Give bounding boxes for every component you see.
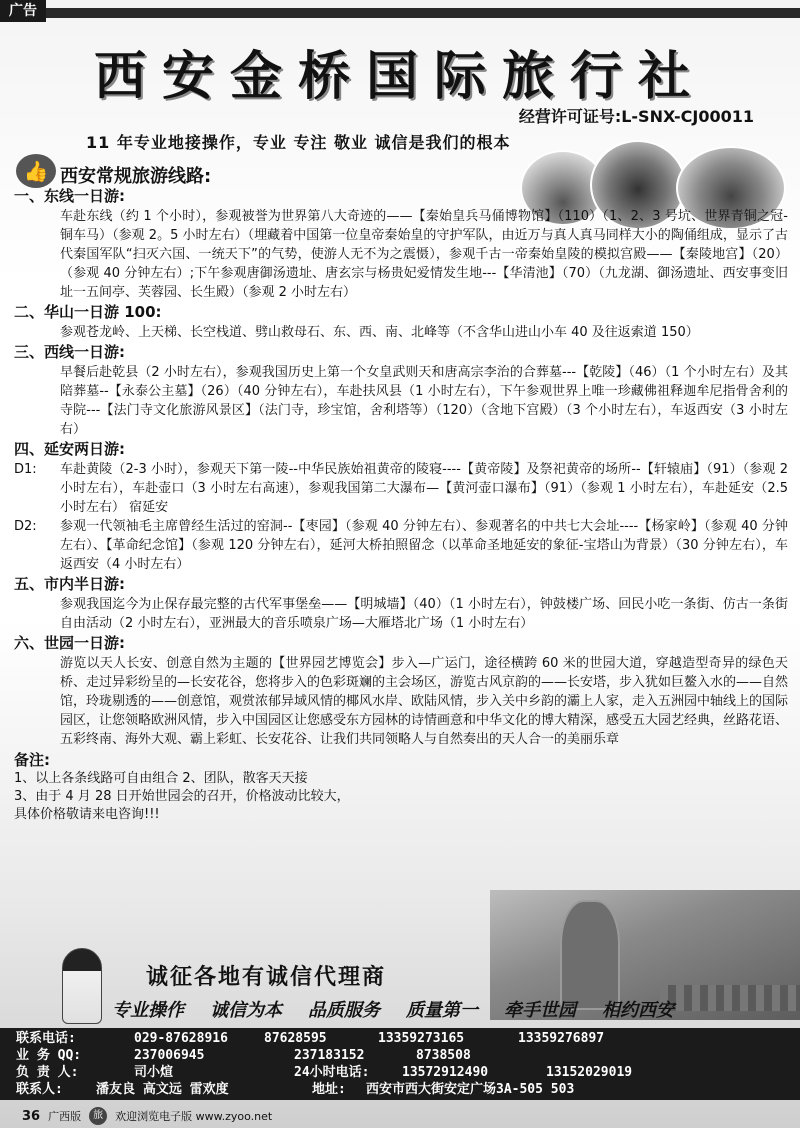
route-title: 二、华山一日游 100: (14, 303, 162, 321)
phone-label: 联系电话: (16, 1031, 76, 1046)
day-description: 车赴黄陵（2-3 小时），参观天下第一陵--中华民族始祖黄帝的陵寝----【黄帝陵】及祭祀黄帝的场所--【轩辕庙】（91）（参观 2 小时左右），车赴壶口（3 小时左右高速），参观我国第二大瀑布—【黄河壶口瀑布】（91）（参观 1 小时左右），车赴延安（2.5 小时左右） 宿延安 (60, 462, 788, 515)
manager-row (16, 1064, 784, 1081)
agency-title: 西安金桥国际旅行社 (93, 46, 706, 107)
page-footer (0, 1104, 800, 1128)
hotline-label: 24小时电话: (294, 1065, 370, 1080)
notes (14, 751, 788, 824)
route-title: 一、东线一日游: (14, 187, 125, 205)
note-item: 1、以上各条线路可自由组合 2、团队，散客天天接 (14, 771, 308, 786)
qq-label: 业 务 QQ: (16, 1048, 82, 1063)
qq-number: 237006945 (134, 1048, 205, 1063)
day-label: D2: (14, 519, 37, 534)
page-number: 36 (22, 1108, 41, 1124)
contact-panel (0, 1028, 800, 1100)
route-description: 参观我国迄今为止保存最完整的古代军事堡垒——【明城墙】（40）（1 小时左右），钟鼓楼广场、回民小吃一条街、仿古一条街自由活动（2 小时左右），亚洲最大的音乐喷泉广场—大雁塔北广场（1 小时左右） (60, 597, 788, 631)
motto-row (112, 996, 674, 1022)
motto-item: 诚信为本 (210, 1000, 282, 1021)
route-title: 三、西线一日游: (14, 343, 125, 361)
phone-row (16, 1030, 784, 1047)
route-title: 六、世园一日游: (14, 634, 125, 652)
slogan: 11 年专业地接操作，专业 专注 敬业 诚信是我们的根本 (86, 133, 511, 152)
routes-content (14, 186, 788, 824)
qq-number: 237183152 (294, 1048, 365, 1063)
address: 西安市西大街安定广场3A-505 503 (366, 1082, 575, 1097)
route-description: 车赴东线（约 1 个小时），参观被誉为世界第八大奇迹的——【秦始皇兵马俑博物馆】（110）（1、2、3 号坑、世界青铜之冠-铜车马）（参观 2。5 小时左右）（埋藏着中国第一位皇帝秦始皇的守护军队，由近万与真人真马同样大小的陶俑组成，显示了古代秦国军队“扫灭六国、一统天下”的气势，使游人无不为之震慑），参观千古一帝秦始皇陵的模拟宫殿——【秦陵地宫】（20）（参观 40 分钟左右）;下午参观唐御汤遗址、唐玄宗与杨贵妃爱情发生地---【华清池】（70）（九龙湖、御汤遗址、西安事变旧址一五间亭、芙蓉园、长生殿）（参观 2 小时左右） (60, 209, 788, 300)
ad-label: 广告 (0, 0, 46, 22)
route-title: 四、延安两日游: (14, 440, 125, 458)
edition-label: 广西版 (48, 1110, 82, 1123)
manager-name: 司小煊 (134, 1065, 174, 1080)
day-row (14, 460, 788, 517)
note-item: 3、由于 4 月 28 日开始世园会的召开，价格波动比较大， (14, 789, 350, 804)
route-west (14, 342, 788, 439)
phone-number: 029-87628916 (134, 1031, 228, 1046)
phone-number: 13359276897 (518, 1031, 605, 1046)
license-number: 经营许可证号:L-SNX-CJ00011 (518, 107, 754, 126)
stone-tablet (560, 900, 620, 1010)
motto-item: 相约西安 (602, 1000, 674, 1021)
motto-item: 牵手世园 (504, 1000, 576, 1021)
motto-item: 品质服务 (308, 1000, 380, 1021)
hotline-number: 13572912490 (402, 1065, 489, 1080)
phone-number: 13359273165 (378, 1031, 465, 1046)
contacts-label: 联系人: (16, 1082, 63, 1097)
route-yanan (14, 439, 788, 574)
qq-number: 8738508 (416, 1048, 471, 1063)
recruit-agents: 诚征各地有诚信代理商 (146, 965, 387, 990)
route-city (14, 574, 788, 633)
motto-item: 质量第一 (406, 1000, 478, 1021)
contacts-names: 潘友良 高文远 雷欢度 (96, 1082, 229, 1097)
magazine-badge-icon: 旅 (89, 1107, 107, 1125)
route-huashan (14, 302, 788, 342)
address-label: 地址: (312, 1082, 346, 1097)
route-description: 参观苍龙岭、上天梯、长空栈道、劈山救母石、东、西、南、北峰等（不含华山进山小车 40 及往返索道 150） (60, 325, 699, 340)
motto-item: 专业操作 (112, 1000, 184, 1021)
top-strip (46, 8, 800, 18)
route-expo (14, 633, 788, 749)
website-link[interactable]: 欢迎浏览电子版 www.zyoo.net (115, 1110, 273, 1123)
day-description: 参观一代领袖毛主席曾经生活过的窑洞--【枣园】（参观 40 分钟左右）、参观著名的中共七大会址----【杨家岭】（参观 40 分钟左右）、【革命纪念馆】（参观 120 分钟左右），延河大桥拍照留念（以革命圣地延安的象征-宝塔山为背景）（30 分钟左右），车返西安（4 小时左右） (60, 519, 788, 572)
contacts-row (16, 1081, 784, 1098)
route-description: 游览以天人长安、创意自然为主题的【世界园艺博览会】步入—广运门，途径横跨 60 米的世园大道，穿越造型奇异的绿色天桥、走过异彩纷呈的—长安花谷，您将步入的色彩斑斓的主会场区，游览古风京韵的——长安塔，步入犹如巨鳌入水的——自然馆，玲珑剔透的——创意馆，观赏浓郁异域风情的椰风水岸、欧陆风情，步入关中乡韵的灞上人家，走入五洲园中轴线上的国际园区，让您领略欧洲风情，步入中国园区让您感受东方园林的诗情画意和中华文化的博大精深，感受五大园艺经典，丝路花语、五彩终南、海外大观、霸上彩虹、长安花谷、让我们共同领略人与自然奏出的天人合一的美丽乐章 (60, 656, 789, 747)
day-label: D1: (14, 462, 37, 477)
route-title: 五、市内半日游: (14, 575, 125, 593)
city-wall (660, 985, 800, 1011)
qq-row (16, 1047, 784, 1064)
manager-label: 负 责 人: (16, 1065, 79, 1080)
routes-heading: 西安常规旅游线路: (60, 166, 212, 187)
hotline-number: 13152029019 (546, 1065, 633, 1080)
thumbs-up-icon: 👍 (16, 154, 56, 188)
route-east (14, 186, 788, 302)
day-row (14, 517, 788, 574)
notes-title: 备注: (14, 751, 50, 769)
phone-number: 87628595 (264, 1031, 327, 1046)
model-figure (62, 948, 102, 1024)
note-item: 具体价格敬请来电咨询!!! (14, 807, 160, 822)
route-description: 早餐后赴乾县（2 小时左右），参观我国历史上第一个女皇武则天和唐高宗李治的合葬墓---【乾陵】（46）（1 个小时左右）及其陪葬墓--【永泰公主墓】（26）（40 分钟左右），车赴扶风县（1 小时左右），下午参观世界上唯一珍藏佛祖释迦牟尼指骨舍利的寺院---【法门寺文化旅游风景区】（法门寺，珍宝馆，舍利塔等）（120）（含地下宫殿）（3 个小时左右），车返西安（3 小时左右） (60, 365, 788, 437)
